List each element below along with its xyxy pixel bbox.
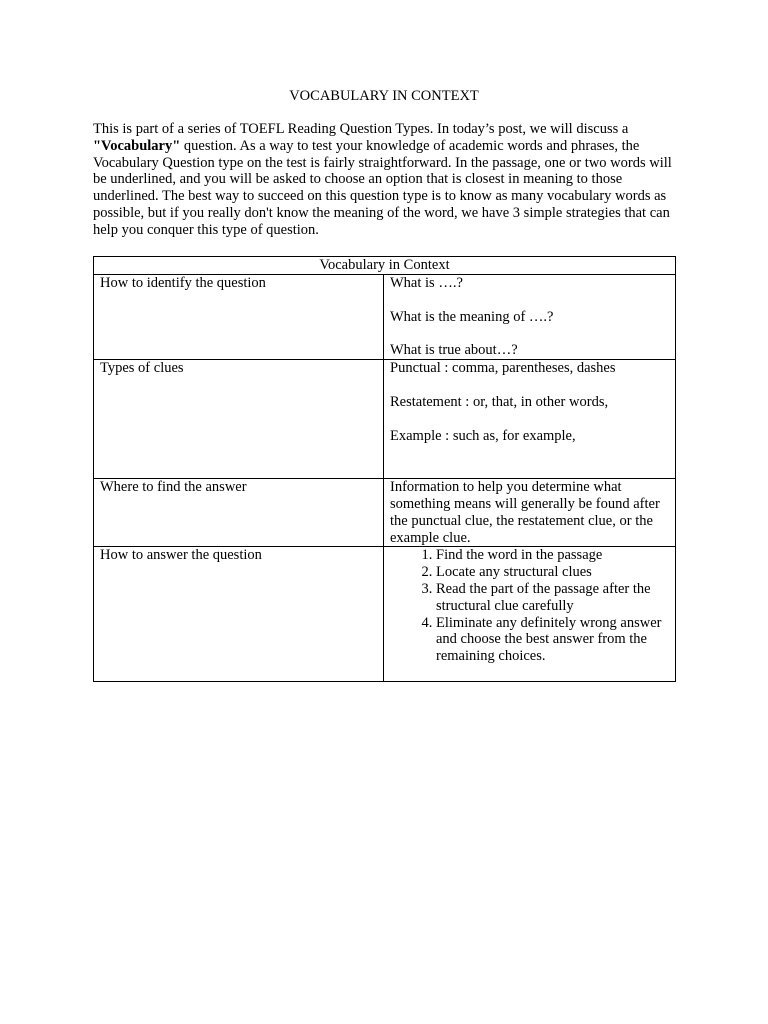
intro-bold-term: "Vocabulary" — [93, 137, 181, 154]
list-item: 4. Eliminate any definitely wrong answer and choose the best answer from the remaining choices. — [436, 615, 669, 665]
question-form: What is the meaning of ….? — [390, 308, 554, 325]
row-label: How to answer the question — [94, 547, 384, 682]
list-item: 3. Read the part of the passage after the structural clue carefully — [436, 581, 669, 615]
row-content: Information to help you determine what something means will generally be found after the punctual clue, the restatement clue, or the example clue. — [384, 479, 676, 547]
row-label: Types of clues — [94, 360, 384, 479]
row-label: How to identify the question — [94, 274, 384, 359]
intro-text-end: question. As a way to test your knowledge of academic words and phrases, the Vocabulary Question type on the test is fairly straightforward. In the passage, one or two words will be underlined, and you will be asked to choose an option that is closest in meaning to those underlined. The best way to succeed on this question type is to know as many vocabulary words as possible, but if you really don't know the meaning of the word, we have 3 simple strategies that can help you conquer this type of question. — [93, 137, 672, 238]
question-form: What is true about…? — [390, 342, 518, 359]
intro-text-start: This is part of a series of TOEFL Reading Question Types. In today’s post, we will discuss a — [93, 121, 629, 137]
page-title: VOCABULARY IN CONTEXT — [289, 88, 479, 104]
table-row — [94, 274, 676, 359]
row-label: Where to find the answer — [94, 479, 384, 547]
clue-type: Example : such as, for example, — [390, 427, 576, 444]
list-item: 2. Locate any structural clues — [436, 564, 669, 581]
intro-paragraph — [93, 121, 683, 239]
clue-type: Punctual : comma, parentheses, dashes — [390, 360, 616, 377]
list-item: 1. Find the word in the passage — [436, 547, 669, 564]
table-row — [94, 547, 676, 682]
table-header-row — [94, 257, 676, 275]
table-row — [94, 360, 676, 479]
clue-type: Restatement : or, that, in other words, — [390, 393, 609, 410]
row-content — [384, 274, 676, 359]
row-content — [384, 360, 676, 479]
question-form: What is ….? — [390, 274, 463, 291]
table-row — [94, 479, 676, 547]
table-header: Vocabulary in Context — [94, 257, 676, 275]
vocabulary-table — [93, 256, 676, 682]
row-content — [384, 547, 676, 682]
answer-steps-list — [390, 547, 669, 665]
